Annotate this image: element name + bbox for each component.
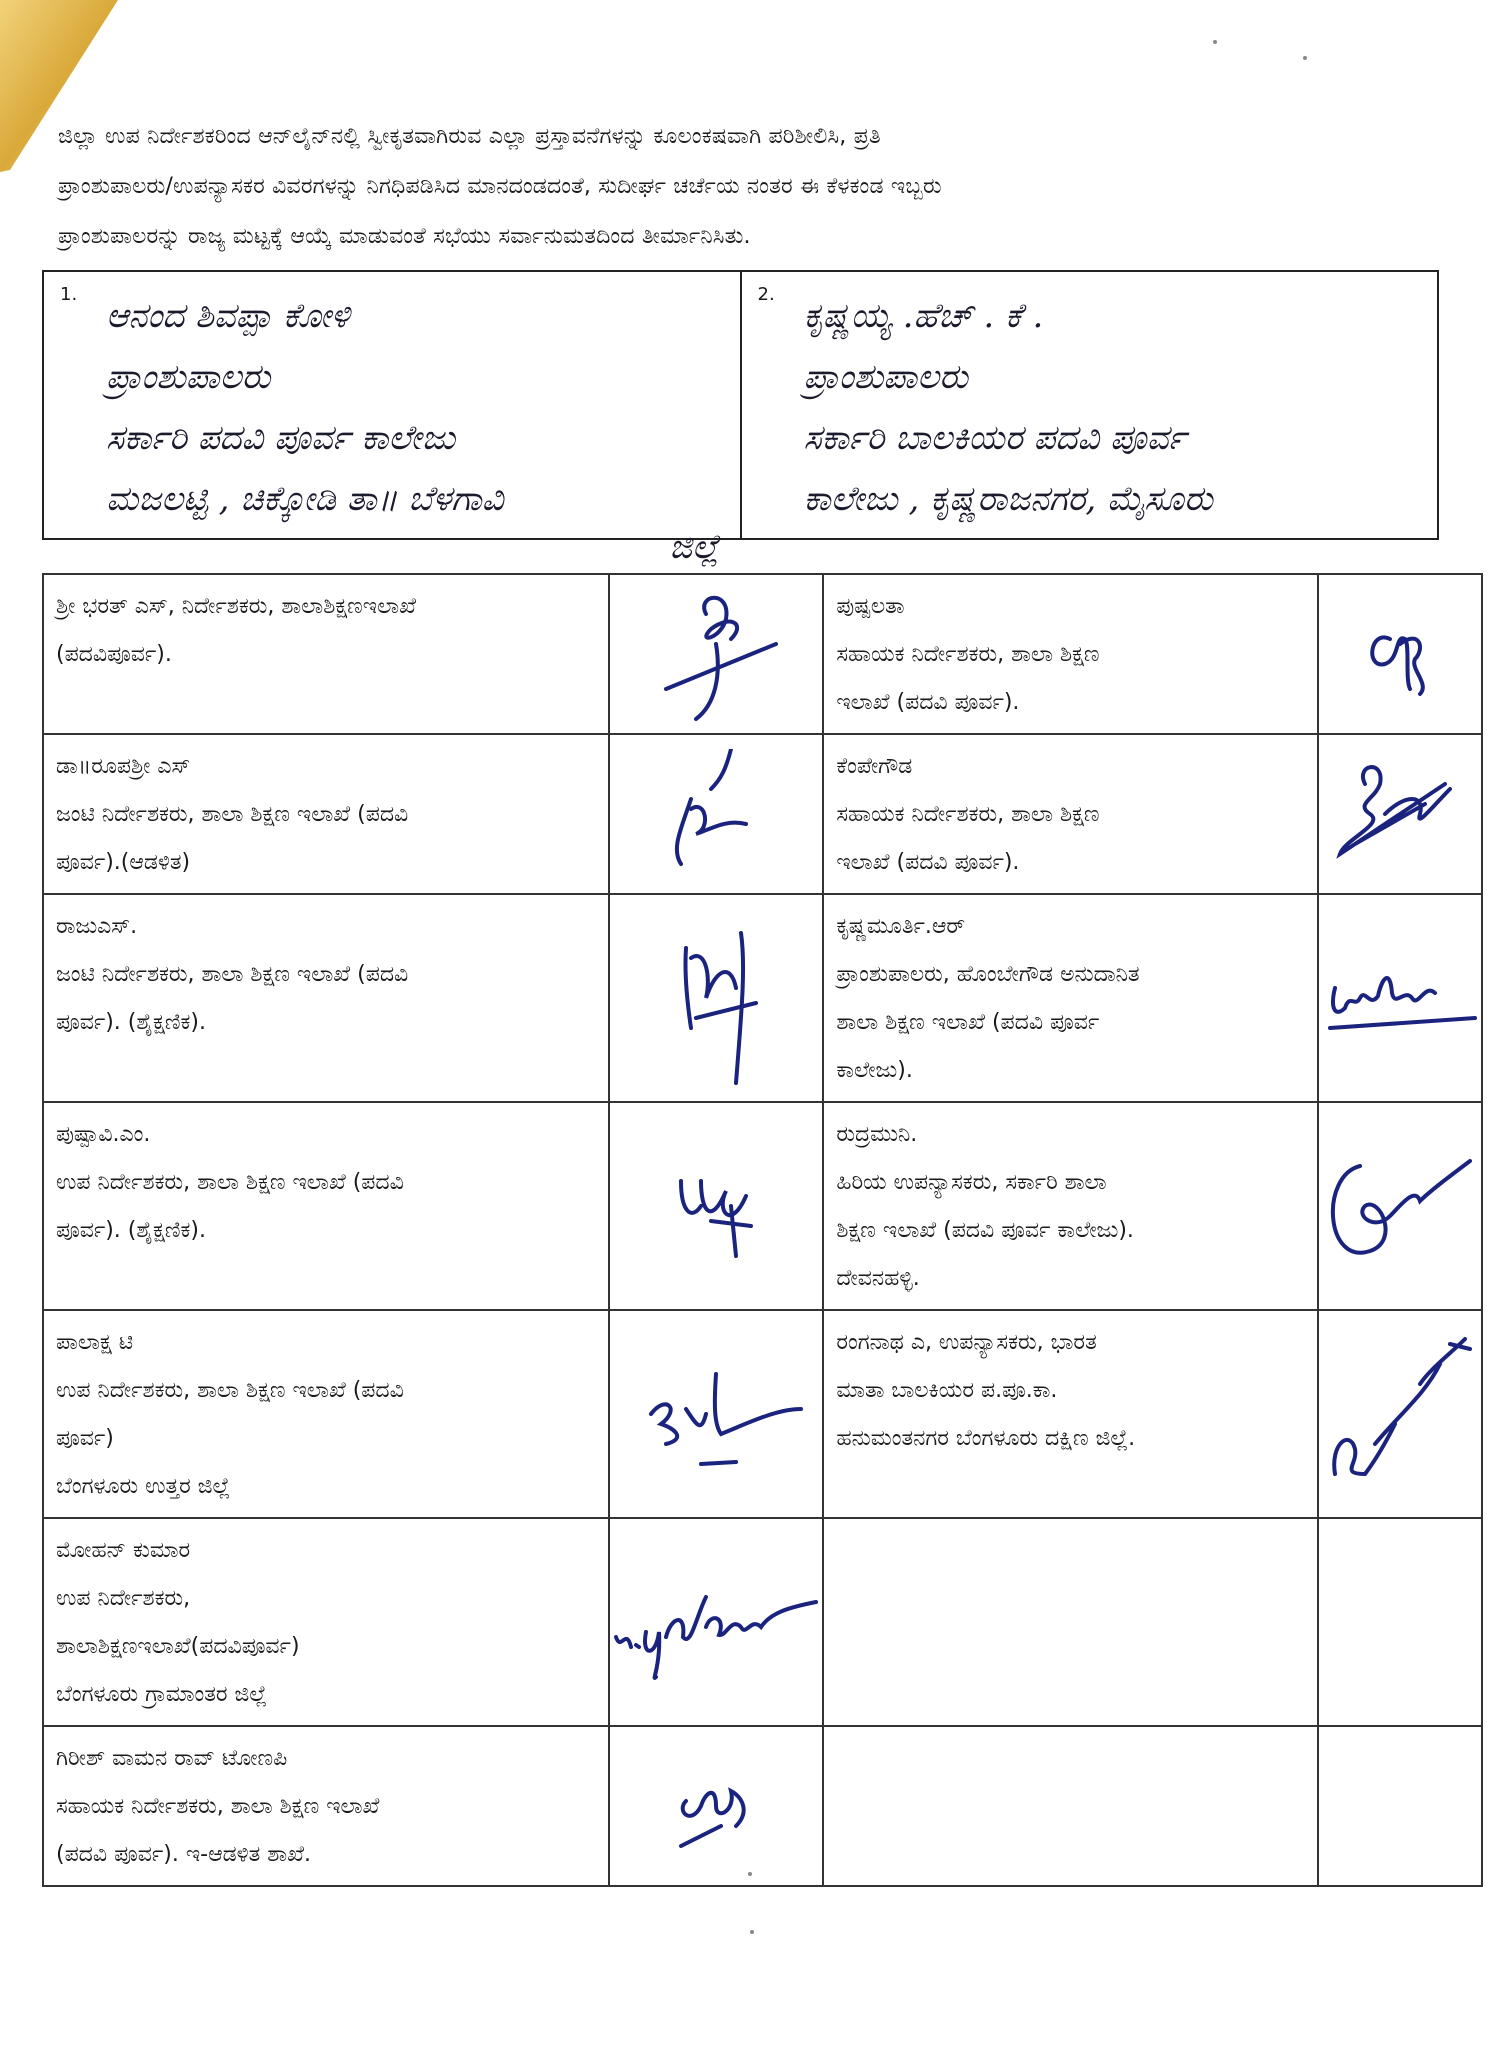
table-row (43, 1518, 1482, 1726)
member-designation: ದೇವನಹಳ್ಳಿ. (836, 1266, 920, 1291)
empty-cell (823, 1518, 1318, 1726)
signature-image (1320, 1324, 1480, 1504)
scan-speck (1213, 40, 1217, 44)
signature-cell (609, 1102, 823, 1310)
table-row (43, 1726, 1482, 1886)
member-designation: (ಪದವಿಪೂರ್ವ). (56, 642, 172, 667)
signature-cell (1318, 1310, 1482, 1518)
member-name: ರಂಗನಾಥ ಎ, ಉಪನ್ಯಾಸಕರು, ಭಾರತ (836, 1330, 1097, 1355)
signature-cell (609, 1518, 823, 1726)
signature-cell (609, 1726, 823, 1886)
intro-line: ಪ್ರಾಂಶುಪಾಲರನ್ನು ರಾಜ್ಯ ಮಟ್ಟಕ್ಕೆ ಆಯ್ಕೆ ಮಾಡುವಂತೆ ಸಭೆಯು ಸರ್ವಾನುಮತದಿಂದ ತೀರ್ಮಾನಿಸಿತು. (58, 224, 751, 249)
member-details (823, 1310, 1318, 1518)
signature-image (651, 749, 781, 879)
table-row (43, 1102, 1482, 1310)
member-name: ಶ್ರೀ ಭರತ್ ಎಸ್, ನಿರ್ದೇಶಕರು, ಶಾಲಾಶಿಕ್ಷಣಇಲಾಖೆ (56, 594, 416, 619)
member-name: ಪುಷ್ಪಾವಿ.ಎಂ. (56, 1122, 151, 1147)
member-name: ಕೆಂಪೇಗೌಡ (836, 754, 913, 779)
signature-image (661, 1751, 771, 1861)
signature-cell (1318, 894, 1482, 1102)
member-name: ಡಾ॥ರೂಪಶ್ರೀ ಎಸ್ (56, 754, 191, 779)
member-designation: ಪೂರ್ವ). (ಶೈಕ್ಷಣಿಕ). (56, 1010, 206, 1035)
signature-cell (609, 1310, 823, 1518)
member-designation: ಪ್ರಾಂಶುಪಾಲರು, ಹೊಂಬೇಗೌಡ ಅನುದಾನಿತ (836, 962, 1140, 987)
table-row (43, 894, 1482, 1102)
member-designation: ಸಹಾಯಕ ನಿರ್ದೇಶಕರು, ಶಾಲಾ ಶಿಕ್ಷಣ (836, 802, 1100, 827)
handwritten-line: ಪ್ರಾಂಶುಪಾಲರು (803, 357, 968, 397)
member-designation: ಉಪ ನಿರ್ದೇಶಕರು, (56, 1586, 191, 1611)
handwritten-line: ಪ್ರಾಂಶುಪಾಲರು (106, 357, 271, 397)
member-designation: ಇಲಾಖೆ (ಪದವಿ ಪೂರ್ವ). (836, 850, 1020, 875)
signature-image (656, 1151, 776, 1261)
member-designation: ಬೆಂಗಳೂರು ಗ್ರಾಮಾಂತರ ಜಿಲ್ಲೆ (56, 1682, 268, 1707)
member-designation: ಶಾಲಾಶಿಕ್ಷಣಇಲಾಖೆ(ಪದವಿಪೂರ್ವ) (56, 1634, 300, 1659)
member-details (823, 1102, 1318, 1310)
signature-image (1350, 599, 1450, 709)
signature-image (611, 1557, 821, 1687)
member-designation: ಇಲಾಖೆ (ಪದವಿ ಪೂರ್ವ). (836, 690, 1020, 715)
signature-cell (609, 574, 823, 734)
member-name: ಮೋಹನ್ ಕುಮಾರ (56, 1538, 191, 1563)
signature-image (1320, 1136, 1480, 1276)
member-designation: ಉಪ ನಿರ್ದೇಶಕರು, ಶಾಲಾ ಶಿಕ್ಷಣ ಇಲಾಖೆ (ಪದವಿ (56, 1378, 404, 1403)
selected-principals-box (42, 270, 1439, 567)
table-row (43, 574, 1482, 734)
member-designation: ಮಾತಾ ಬಾಲಕಿಯರ ಪ.ಪೂ.ಕಾ. (836, 1378, 1058, 1403)
signature-image (636, 584, 796, 724)
member-name: ಕೃಷ್ಣಮೂರ್ತಿ.ಆರ್ (836, 914, 966, 939)
handwritten-line: ಕೃಷ್ಣಯ್ಯ .ಹೆಚ್ . ಕೆ . (803, 296, 1044, 336)
member-designation: ಶಿಕ್ಷಣ ಇಲಾಖೆ (ಪದವಿ ಪೂರ್ವ ಕಾಲೇಜು). (836, 1218, 1134, 1243)
signature-cell (1318, 1102, 1482, 1310)
handwritten-line: ಮಜಲಟ್ಟಿ , ಚಿಕ್ಕೋಡಿ ತಾ॥ ಬೆಳಗಾವಿ (106, 479, 504, 519)
empty-cell (1318, 1726, 1482, 1886)
member-details (43, 1726, 609, 1886)
signature-cell (609, 734, 823, 894)
signature-cell (1318, 734, 1482, 894)
selected-number: 1. (60, 284, 78, 305)
empty-cell (823, 1726, 1318, 1886)
table-row (43, 734, 1482, 894)
member-details (43, 574, 609, 734)
member-details (43, 1310, 609, 1518)
member-designation: ಪೂರ್ವ). (ಶೈಕ್ಷಣಿಕ). (56, 1218, 206, 1243)
member-name: ಗಿರೀಶ್ ವಾಮನ ರಾವ್ ಟೋಣಪಿ (56, 1746, 288, 1771)
scan-speck (748, 1872, 752, 1876)
member-designation: ಹನುಮಂತನಗರ ಬೆಂಗಳೂರು ದಕ್ಷಿಣ ಜಿಲ್ಲೆ. (836, 1426, 1136, 1451)
scan-speck (1303, 56, 1307, 60)
scan-speck (750, 1930, 754, 1934)
table-row (43, 1310, 1482, 1518)
member-designation: ಪೂರ್ವ) (56, 1426, 114, 1451)
intro-line: ಜಿಲ್ಲಾ ಉಪ ನಿರ್ದೇಶಕರಿಂದ ಆನ್‌ಲೈನ್‌ನಲ್ಲಿ ಸ್ವೀಕೃತವಾಗಿರುವ ಎಲ್ಲಾ ಪ್ರಸ್ತಾವನೆಗಳನ್ನು ಕೂಲಂಕಷವಾಗಿ ಪರಿಶೀಲಿಸಿ, ಪ್ರತಿ (58, 124, 881, 149)
handwritten-line: ಸರ್ಕಾರಿ ಬಾಲಕಿಯರ ಪದವಿ ಪೂರ್ವ (803, 418, 1187, 458)
member-details (823, 894, 1318, 1102)
selected-principal-1 (44, 272, 740, 567)
signature-image (656, 908, 776, 1088)
member-name: ಪಾಲಾಕ್ಷ ಟಿ (56, 1330, 134, 1355)
signature-image (1320, 938, 1480, 1058)
empty-cell (1318, 1518, 1482, 1726)
member-details (43, 734, 609, 894)
selected-principal-2 (740, 272, 1438, 538)
member-details (823, 574, 1318, 734)
member-details (43, 894, 609, 1102)
intro-line: ಪ್ರಾಂಶುಪಾಲರು/ಉಪನ್ಯಾಸಕರ ವಿವರಗಳನ್ನು ನಿಗಧಿಪಡಿಸಿದ ಮಾನದಂಡದಂತೆ, ಸುದೀರ್ಘ ಚರ್ಚೆಯ ನಂತರ ಈ ಕೆಳಕಂಡ ಇಬ್ಬರು (58, 174, 942, 199)
member-designation: ಉಪ ನಿರ್ದೇಶಕರು, ಶಾಲಾ ಶಿಕ್ಷಣ ಇಲಾಖೆ (ಪದವಿ (56, 1170, 404, 1195)
signature-image (1325, 744, 1475, 884)
member-details (43, 1102, 609, 1310)
member-designation: ಜಂಟಿ ನಿರ್ದೇಶಕರು, ಶಾಲಾ ಶಿಕ್ಷಣ ಇಲಾಖೆ (ಪದವಿ (56, 802, 409, 827)
member-designation: ಕಾಲೇಜು). (836, 1058, 913, 1083)
signature-cell (1318, 574, 1482, 734)
member-designation: ಸಹಾಯಕ ನಿರ್ದೇಶಕರು, ಶಾಲಾ ಶಿಕ್ಷಣ (836, 642, 1100, 667)
selected-number: 2. (757, 284, 775, 305)
member-name: ರಾಜುಎಸ್. (56, 914, 138, 939)
handwritten-line: ಆನಂದ ಶಿವಪ್ಪಾ ಕೋಳಿ (106, 296, 350, 336)
intro-paragraph (58, 112, 1438, 262)
member-designation: ಹಿರಿಯ ಉಪನ್ಯಾಸಕರು, ಸರ್ಕಾರಿ ಶಾಲಾ (836, 1170, 1107, 1195)
member-designation: ಶಾಲಾ ಶಿಕ್ಷಣ ಇಲಾಖೆ (ಪದವಿ ಪೂರ್ವ (836, 1010, 1100, 1035)
member-designation: ಪೂರ್ವ).(ಆಡಳಿತ) (56, 850, 191, 875)
member-designation: (ಪದವಿ ಪೂರ್ವ). ಇ-ಆಡಳಿತ ಶಾಖೆ. (56, 1842, 311, 1867)
handwritten-line: ಜಿಲ್ಲೆ (669, 527, 720, 567)
signature-image (626, 1354, 806, 1474)
member-details (43, 1518, 609, 1726)
committee-members-table (42, 573, 1483, 1887)
member-designation: ಸಹಾಯಕ ನಿರ್ದೇಶಕರು, ಶಾಲಾ ಶಿಕ್ಷಣ ಇಲಾಖೆ (56, 1794, 380, 1819)
member-name: ರುದ್ರಮುನಿ. (836, 1122, 918, 1147)
signature-cell (609, 894, 823, 1102)
member-name: ಪುಷ್ಪಲತಾ (836, 594, 905, 619)
handwritten-line: ಕಾಲೇಜು , ಕೃಷ್ಣರಾಜನಗರ, ಮೈಸೂರು (803, 479, 1213, 519)
handwritten-line: ಸರ್ಕಾರಿ ಪದವಿ ಪೂರ್ವ ಕಾಲೇಜು (106, 418, 456, 458)
member-details (823, 734, 1318, 894)
member-designation: ಬೆಂಗಳೂರು ಉತ್ತರ ಜಿಲ್ಲೆ (56, 1474, 231, 1499)
member-designation: ಜಂಟಿ ನಿರ್ದೇಶಕರು, ಶಾಲಾ ಶಿಕ್ಷಣ ಇಲಾಖೆ (ಪದವಿ (56, 962, 409, 987)
